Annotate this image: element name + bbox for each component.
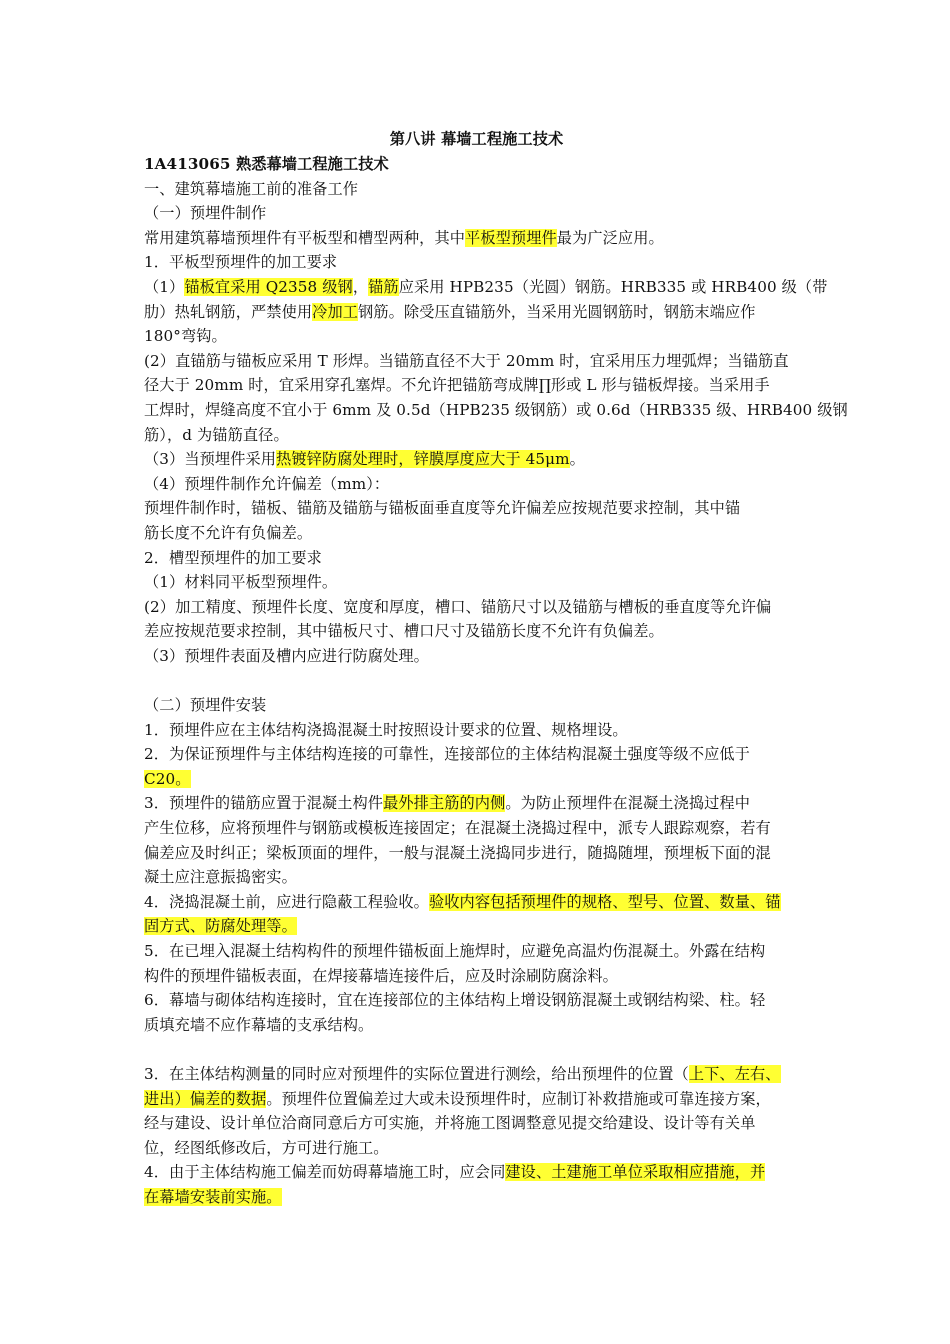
text-run: 筋），d 为锚筋直径。 — [144, 425, 289, 444]
text-run: 3．预埋件的锚筋应置于混凝土构件 — [144, 794, 384, 813]
text-run: 质填充墙不应作幕墙的支承结构。 — [144, 1015, 374, 1034]
text-run: 4．浇捣混凝土前，应进行隐蔽工程验收。 — [144, 892, 429, 911]
text-run: (2）直锚筋与锚板应采用 T 形焊。当锚筋直径不大于 20mm 时，宜采用压力埋弧焊；当锚筋直 — [144, 351, 789, 370]
text-line — [144, 1185, 809, 1210]
text-line — [144, 988, 809, 1013]
highlighted-text: C20。 — [144, 769, 191, 788]
text-run: 预埋件制作时，锚板、锚筋及锚筋与锚板面垂直度等允许偏差应按规范要求控制，其中锚 — [144, 499, 741, 518]
text-run: 2．为保证预埋件与主体结构连接的可靠性，连接部位的主体结构混凝土强度等级不应低于 — [144, 745, 750, 764]
text-run: 经与建设、设计单位洽商同意后方可实施，并将施工图调整意见提交给建设、设计等有关单 — [144, 1114, 756, 1133]
text-run: 一、建筑幕墙施工前的准备工作 — [144, 179, 359, 198]
highlighted-text: 热镀锌防腐处理时，锌膜厚度应大于 45μm — [276, 450, 570, 469]
highlighted-text: 锚板宜采用 Q2358 级钢 — [184, 277, 353, 296]
text-run: （1） — [144, 277, 185, 296]
text-run: 构件的预埋件锚板表面，在焊接幕墙连接件后，应及时涂刷防腐涂料。 — [144, 966, 618, 985]
text-run: 180°弯钩。 — [144, 327, 227, 346]
highlighted-text: 冷加工 — [312, 302, 359, 321]
text-run: 凝土应注意振捣密实。 — [144, 868, 297, 887]
text-run: (2）加工精度、预埋件长度、宽度和厚度，槽口、锚筋尺寸以及锚筋与槽板的垂直度等允许偏 — [144, 597, 772, 616]
text-run: 偏差应及时纠正；梁板顶面的埋件，一般与混凝土浇捣同步进行，随捣随埋，预埋板下面的混 — [144, 843, 771, 862]
highlighted-text: 平板型预埋件 — [465, 228, 557, 247]
blank-line — [144, 668, 809, 693]
text-run: 应采用 HPB235（光圆）钢筋。HRB335 或 HRB400 级（带 — [398, 277, 828, 296]
text-line — [144, 226, 809, 251]
text-run: （3）当预埋件采用 — [144, 450, 277, 469]
highlighted-text: 建设、土建施工单位采取相应措施，并 — [505, 1163, 766, 1182]
text-run: 6．幕墙与砌体结构连接时，宜在连接部位的主体结构上增设钢筋混凝土或钢结构梁、柱。轻 — [144, 991, 766, 1010]
document-title: 第八讲 幕墙工程施工技术 — [389, 130, 564, 148]
text-run: （4）预埋件制作允许偏差（mm）： — [144, 474, 390, 493]
text-run: 。 — [569, 450, 585, 469]
text-line — [144, 742, 809, 767]
blank-line — [144, 1037, 809, 1062]
text-line — [144, 546, 809, 571]
text-run: 产生位移，应将预埋件与钢筋或模板连接固定；在混凝土浇捣过程中，派专人跟踪观察，若有 — [144, 819, 771, 838]
text-line — [144, 865, 809, 890]
text-line — [144, 201, 809, 226]
text-line — [144, 398, 848, 423]
text-run: 。为防止预埋件在混凝土浇捣过程中 — [505, 794, 750, 813]
text-run: 5．在已埋入混凝土结构构件的预埋件锚板面上施焊时，应避免高温灼伤混凝土。外露在结构 — [144, 942, 766, 960]
text-line — [144, 1160, 809, 1185]
text-line — [144, 816, 809, 841]
text-line — [144, 939, 809, 964]
text-run: 最为广泛应用。 — [556, 228, 664, 247]
text-run: 差应按规范要求控制，其中锚板尺寸、槽口尺寸及锚筋长度不允许有负偏差。 — [144, 622, 664, 641]
text-line — [144, 693, 809, 718]
text-run: 筋长度不允许有负偏差。 — [144, 523, 313, 542]
text-line — [144, 300, 809, 325]
text-line — [144, 177, 809, 202]
document-page — [144, 126, 848, 1210]
text-run: 工焊时，焊缝高度不宜小于 6mm 及 0.5d（HPB235 级钢筋）或 0.6d（HRB335 级、HRB400 级钢 — [144, 400, 848, 419]
text-run: 1．预埋件应在主体结构浇捣混凝土时按照设计要求的位置、规格埋设。 — [144, 720, 628, 739]
text-line — [144, 767, 809, 792]
text-run: （3）预埋件表面及槽内应进行防腐处理。 — [144, 646, 429, 665]
text-run: （一）预埋件制作 — [144, 204, 267, 223]
text-line — [144, 275, 828, 300]
text-run: ， — [352, 277, 369, 296]
text-line — [144, 1013, 809, 1038]
text-line — [144, 791, 809, 816]
highlighted-text: 锚筋 — [368, 277, 399, 296]
text-run: 位，经图纸修改后，方可进行施工。 — [144, 1138, 389, 1157]
text-run: 。预埋件位置偏差过大或未设预埋件时，应制订补救措施或可靠连接方案， — [266, 1089, 771, 1108]
highlighted-text: 最外排主筋的内侧 — [383, 794, 506, 813]
text-line — [144, 521, 809, 546]
highlighted-text: 在幕墙安装前实施。 — [144, 1187, 282, 1206]
section-heading: 1A413065 熟悉幕墙工程施工技术 — [144, 155, 389, 173]
text-line — [144, 1111, 809, 1136]
highlighted-text: 验收内容包括预埋件的规格、型号、位置、数量、锚 — [428, 892, 781, 911]
text-line — [144, 570, 809, 595]
text-line — [144, 423, 809, 448]
text-line — [144, 1136, 809, 1161]
text-run: 1．平板型预埋件的加工要求 — [144, 253, 338, 272]
text-line — [144, 1062, 809, 1087]
text-run: 4．由于主体结构施工偏差而妨碍幕墙施工时，应会同 — [144, 1163, 506, 1182]
highlighted-text: 上下、左右、 — [688, 1064, 781, 1083]
text-line — [144, 250, 809, 275]
text-run: 常用建筑幕墙预埋件有平板型和槽型两种，其中 — [144, 228, 466, 247]
text-line — [144, 644, 809, 669]
text-line — [144, 324, 809, 349]
text-run: 钢筋。除受压直锚筋外，当采用光圆钢筋时，钢筋末端应作 — [358, 302, 756, 321]
text-run: （1）材料同平板型预埋件。 — [144, 573, 338, 592]
text-line — [144, 1087, 809, 1112]
text-line — [144, 472, 809, 497]
text-line — [144, 914, 809, 939]
text-line — [144, 496, 809, 521]
text-run: 3．在主体结构测量的同时应对预埋件的实际位置进行测绘，给出预埋件的位置（ — [144, 1064, 689, 1083]
text-run: 2．槽型预埋件的加工要求 — [144, 548, 322, 567]
text-line — [144, 841, 809, 866]
document-body — [144, 177, 848, 1210]
text-line — [144, 964, 809, 989]
text-line — [144, 349, 809, 374]
text-line — [144, 619, 809, 644]
text-line — [144, 373, 809, 398]
text-line — [144, 595, 809, 620]
highlighted-text: 进出）偏差的数据 — [144, 1089, 267, 1108]
text-run: 肋）热轧钢筋，严禁使用 — [144, 302, 313, 321]
highlighted-text: 固方式、防腐处理等。 — [144, 917, 297, 936]
text-line — [144, 447, 809, 472]
text-run: 径大于 20mm 时，宜采用穿孔塞焊。不允许把锚筋弯成牌∏形或 L 形与锚板焊接。当采用手 — [144, 376, 770, 395]
text-line — [144, 718, 809, 743]
text-run: （二）预埋件安装 — [144, 696, 267, 715]
text-line — [144, 890, 809, 915]
